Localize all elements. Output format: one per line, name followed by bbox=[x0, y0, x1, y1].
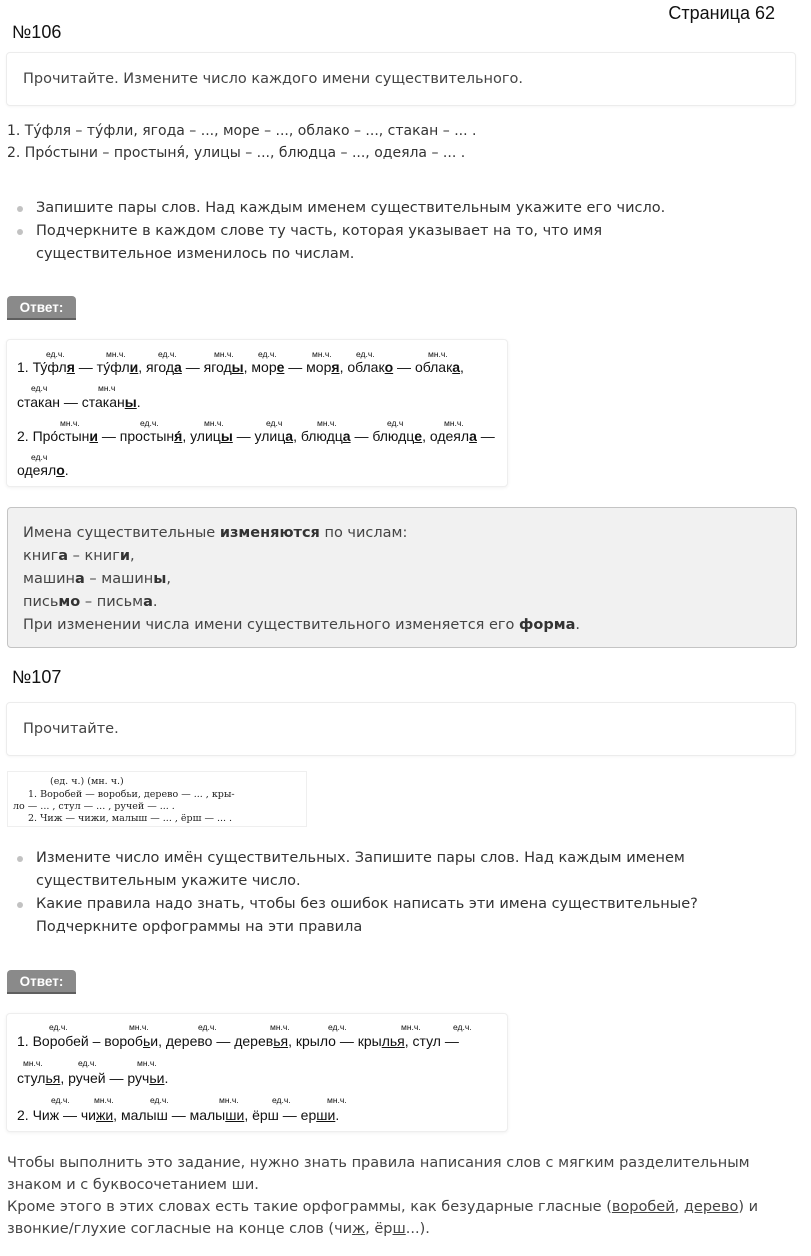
number-label: ед.ч. bbox=[140, 418, 159, 428]
answer-line-1: 1. Ту́фля — ту́фли, ягода — ягоды, море — моря, облако — облака, bbox=[17, 359, 464, 375]
number-label: ед.ч. bbox=[51, 1095, 70, 1105]
rule-box bbox=[7, 507, 797, 648]
number-label: ед.ч bbox=[266, 418, 283, 428]
number-label: ед.ч bbox=[31, 452, 48, 462]
exercise-106-number: №106 bbox=[12, 22, 62, 42]
number-label: мн.ч. bbox=[444, 418, 464, 428]
number-label: мн.ч. bbox=[312, 349, 332, 359]
number-label: мн.ч. bbox=[106, 349, 126, 359]
answer-line-4: одеяло. bbox=[17, 462, 69, 478]
exercise-107-number: №107 bbox=[12, 667, 62, 687]
number-label: мн.ч. bbox=[94, 1095, 114, 1105]
number-label: ед.ч. bbox=[453, 1022, 472, 1032]
answer-line-3: 2. Чиж — чижи, малыш — малыши, ёрш — ерши. bbox=[17, 1107, 340, 1123]
excerpt-line: 2. Чиж — чижи, малыш — ... , ёрш — ... . bbox=[28, 813, 233, 824]
rule-line: книга – книги, bbox=[23, 548, 135, 564]
instruction-item: Подчеркните в каждом слове ту часть, которая указывает на то, что имя существительное изменилось по числам. bbox=[12, 220, 712, 266]
number-label: ед.ч. bbox=[356, 349, 375, 359]
number-label: ед.ч bbox=[387, 418, 404, 428]
rule-line: Имена существительные изменяются по числам: bbox=[23, 525, 408, 541]
exercise-107-instructions bbox=[12, 847, 712, 939]
number-label: ед.ч. bbox=[272, 1095, 291, 1105]
exercise-107-task-text: Прочитайте. bbox=[23, 721, 119, 737]
exercise-106-answer-tab: Ответ: bbox=[7, 296, 76, 318]
number-label: ед.ч. bbox=[78, 1058, 97, 1068]
number-label: мн.ч. bbox=[317, 418, 337, 428]
instruction-item: Какие правила надо знать, чтобы без ошибок написать эти имена существительные? Подчеркните орфограммы на эти правила bbox=[12, 893, 712, 939]
number-label: мн.ч. bbox=[428, 349, 448, 359]
excerpt-line: ло — ... , стул — ... , ручей — ... . bbox=[13, 801, 175, 812]
number-label: мн.ч. bbox=[401, 1022, 421, 1032]
number-label: мн.ч. bbox=[129, 1022, 149, 1032]
exercise-106-task-box bbox=[6, 52, 796, 106]
number-label: ед.ч bbox=[31, 383, 48, 393]
exercise-107-task-box bbox=[6, 702, 796, 756]
answer-line-2: стакан — стаканы. bbox=[17, 394, 141, 410]
exercise-107-answer-tab: Ответ: bbox=[7, 970, 76, 992]
explanation-paragraph-2: Кроме этого в этих словах есть такие орфограммы, как безударные гласные (воробей, дерево) и звонкие/глухие согласные на конце слов (чиж, ёрш...). bbox=[7, 1199, 759, 1237]
number-label: мн.ч. bbox=[270, 1022, 290, 1032]
number-label: мн.ч. bbox=[327, 1095, 347, 1105]
number-label: мн.ч. bbox=[219, 1095, 239, 1105]
number-label: ед.ч. bbox=[158, 349, 177, 359]
answer-line-2: стулья, ручей — ручьи. bbox=[17, 1070, 169, 1086]
number-label: мн.ч. bbox=[204, 418, 224, 428]
number-label: ед.ч. bbox=[49, 1022, 68, 1032]
textbook-excerpt bbox=[7, 771, 307, 827]
number-label: мн.ч bbox=[98, 383, 116, 393]
exercise-107-answer-box bbox=[6, 1013, 508, 1132]
explanation-paragraph-1: Чтобы выполнить это задание, нужно знать правила написания слов с мягким разделительным знаком и с буквосочетанием ши. bbox=[7, 1155, 750, 1193]
exercise-106-line-2: 2. Про́стыни – простыня́, улицы – ..., блюдца – ..., одеяла – ... . bbox=[7, 145, 466, 161]
rule-line: При изменении числа имени существительного изменяется его форма. bbox=[23, 617, 581, 633]
answer-line-3: 2. Про́стыни — простыня́, улицы — улица, блюдца — блюдце, одеяла — bbox=[17, 428, 495, 444]
instruction-item: Измените число имён существительных. Запишите пары слов. Над каждым именем существительным укажите число. bbox=[12, 847, 712, 893]
page-number: Страница 62 bbox=[668, 3, 775, 23]
instruction-item: Запишите пары слов. Над каждым именем существительным укажите его число. bbox=[12, 197, 712, 220]
number-label: ед.ч. bbox=[328, 1022, 347, 1032]
number-label: ед.ч. bbox=[150, 1095, 169, 1105]
number-label: ед.ч. bbox=[258, 349, 277, 359]
number-label: мн.ч. bbox=[214, 349, 234, 359]
number-label: ед.ч. bbox=[198, 1022, 217, 1032]
exercise-106-instructions bbox=[12, 197, 712, 266]
rule-line: машина – машины, bbox=[23, 571, 171, 587]
number-label: мн.ч. bbox=[60, 418, 80, 428]
number-label: мн.ч. bbox=[137, 1058, 157, 1068]
exercise-106-line-1: 1. Ту́фля – ту́фли, ягода – ..., море – ..., облако – ..., стакан – ... . bbox=[7, 123, 477, 139]
exercise-106-task-text: Прочитайте. Измените число каждого имени существительного. bbox=[23, 71, 523, 87]
number-label: ед.ч. bbox=[46, 349, 65, 359]
exercise-106-answer-box bbox=[6, 339, 508, 487]
number-label: мн.ч. bbox=[23, 1058, 43, 1068]
rule-line: письмо – письма. bbox=[23, 594, 158, 610]
excerpt-header: (ед. ч.) (мн. ч.) bbox=[50, 776, 124, 787]
excerpt-line: 1. Воробей — воробьи, дерево — ... , кры- bbox=[28, 789, 235, 800]
answer-line-1: 1. Воробей – воробьи, дерево — деревья, крыло — крылья, стул — bbox=[17, 1033, 459, 1049]
